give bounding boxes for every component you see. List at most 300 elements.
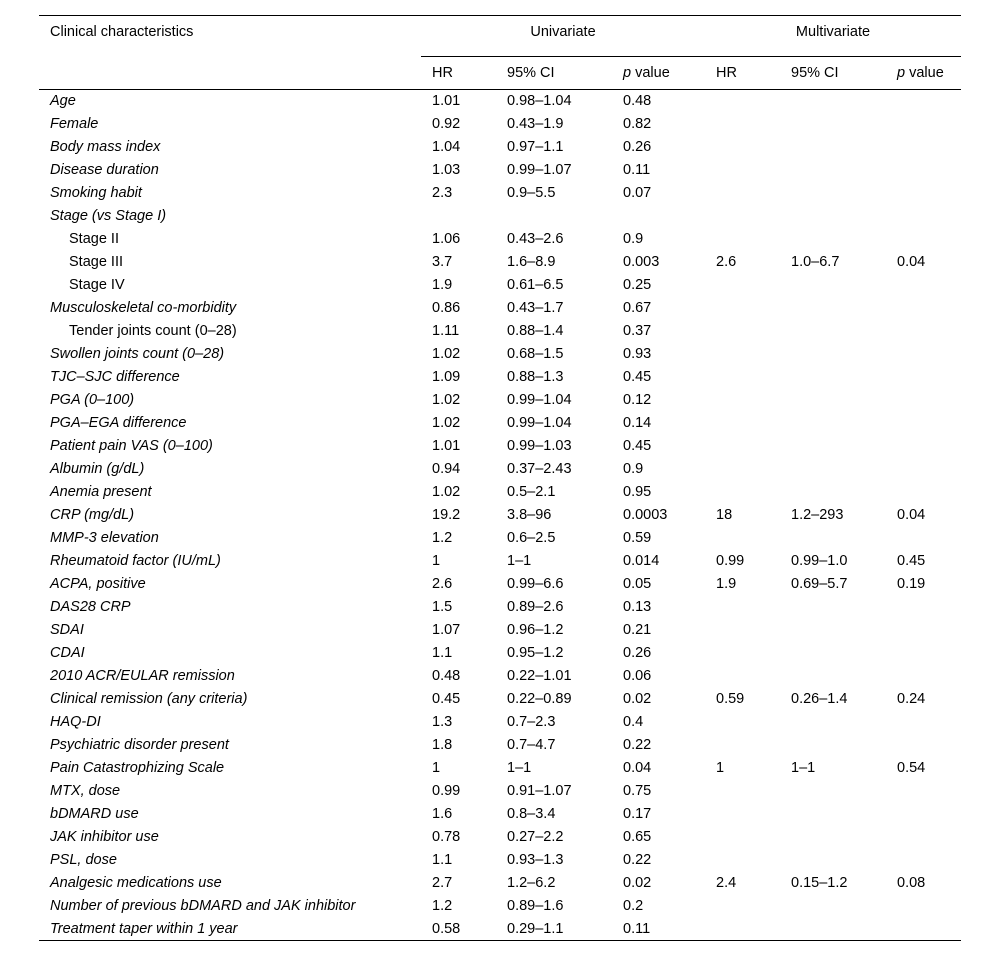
univariate-p-cell xyxy=(612,205,705,228)
multivariate-hr-cell xyxy=(705,596,780,619)
multivariate-ci-cell xyxy=(780,274,886,297)
multivariate-hr-cell: 0.99 xyxy=(716,553,745,569)
multivariate-hr-cell xyxy=(705,412,780,435)
table-row xyxy=(39,182,961,205)
univariate-ci-cell: 0.22–0.89 xyxy=(507,691,572,707)
multivariate-ci-cell xyxy=(780,90,886,113)
multivariate-p-cell xyxy=(886,895,961,918)
univariate-p-cell: 0.12 xyxy=(623,392,652,408)
univariate-hr-cell: 0.99 xyxy=(432,783,461,799)
row-label: Analgesic medications use xyxy=(50,875,222,891)
table-row xyxy=(39,895,961,918)
univariate-hr-cell: 1.8 xyxy=(432,737,453,753)
multivariate-hr-cell xyxy=(705,297,780,320)
multivariate-p-cell xyxy=(886,826,961,849)
univariate-hr-cell: 1.2 xyxy=(432,530,453,546)
univariate-hr-cell: 19.2 xyxy=(432,507,461,523)
table-row xyxy=(39,757,961,780)
univariate-p-cell: 0.9 xyxy=(623,461,644,477)
univariate-ci-cell: 0.68–1.5 xyxy=(507,346,564,362)
univariate-ci-cell: 0.95–1.2 xyxy=(507,645,564,661)
univariate-p-cell: 0.014 xyxy=(623,553,660,569)
multivariate-hr-cell xyxy=(705,90,780,113)
univariate-p-cell: 0.45 xyxy=(623,438,652,454)
table-row xyxy=(39,872,961,895)
table-row xyxy=(39,918,961,941)
univariate-p-letter: p xyxy=(623,65,632,81)
multivariate-hr-cell xyxy=(705,849,780,872)
table-row xyxy=(39,780,961,803)
univariate-ci-cell: 1.2–6.2 xyxy=(507,875,556,891)
univariate-p-cell: 0.22 xyxy=(623,737,652,753)
multivariate-hr-cell xyxy=(705,918,780,941)
table-row xyxy=(39,596,961,619)
univariate-p-cell: 0.9 xyxy=(623,231,644,247)
multivariate-p-cell xyxy=(886,343,961,366)
row-label: Smoking habit xyxy=(50,185,142,201)
table-row xyxy=(39,113,961,136)
row-label: DAS28 CRP xyxy=(50,599,131,615)
row-label: Albumin (g/dL) xyxy=(50,461,145,477)
univariate-hr-cell: 1.9 xyxy=(432,277,453,293)
multivariate-hr-cell xyxy=(705,642,780,665)
multivariate-p-cell xyxy=(886,113,961,136)
multivariate-hr-cell xyxy=(705,366,780,389)
table-row xyxy=(39,458,961,481)
multivariate-ci-cell: 1.2–293 xyxy=(791,507,844,523)
univariate-ci-cell: 0.6–2.5 xyxy=(507,530,556,546)
multivariate-p-cell: 0.08 xyxy=(897,875,926,891)
multivariate-hr-cell xyxy=(705,274,780,297)
multivariate-ci-cell xyxy=(780,113,886,136)
multivariate-ci-cell: 0.99–1.0 xyxy=(791,553,848,569)
table-row xyxy=(39,205,961,228)
univariate-ci-cell: 0.8–3.4 xyxy=(507,806,556,822)
univariate-hr-cell xyxy=(421,205,496,228)
univariate-hr-cell: 2.7 xyxy=(432,875,453,891)
multivariate-hr-cell: 2.4 xyxy=(716,875,737,891)
univariate-hr-cell: 0.48 xyxy=(432,668,461,684)
table-row xyxy=(39,297,961,320)
multivariate-hr-cell xyxy=(705,826,780,849)
table-row xyxy=(39,228,961,251)
univariate-ci-cell: 0.97–1.1 xyxy=(507,139,564,155)
univariate-p-suffix: value xyxy=(631,65,670,81)
univariate-hr-cell: 1 xyxy=(432,553,441,569)
multivariate-p-cell xyxy=(886,136,961,159)
multivariate-hr-cell xyxy=(705,228,780,251)
univariate-p-cell: 0.11 xyxy=(623,162,651,178)
table-row xyxy=(39,550,961,573)
univariate-p-cell: 0.22 xyxy=(623,852,652,868)
univariate-ci-cell: 0.99–6.6 xyxy=(507,576,564,592)
table-row xyxy=(39,642,961,665)
univariate-p-cell: 0.17 xyxy=(623,806,652,822)
multivariate-ci-cell xyxy=(780,435,886,458)
multivariate-ci-cell: 0.69–5.7 xyxy=(791,576,848,592)
univariate-ci-cell: 0.37–2.43 xyxy=(507,461,572,477)
row-label: PGA–EGA difference xyxy=(50,415,187,431)
row-label: PGA (0–100) xyxy=(50,392,135,408)
table-row xyxy=(39,251,961,274)
multivariate-p-cell xyxy=(886,527,961,550)
multivariate-p-cell xyxy=(886,849,961,872)
univariate-ci-cell: 0.43–1.7 xyxy=(507,300,564,316)
multivariate-p-cell xyxy=(886,90,961,113)
multivariate-p-cell: 0.04 xyxy=(897,507,926,523)
univariate-hr-cell: 0.94 xyxy=(432,461,461,477)
multivariate-hr-cell xyxy=(705,113,780,136)
multivariate-p-cell xyxy=(886,665,961,688)
hazard-ratio-table xyxy=(39,15,961,941)
multivariate-p-cell xyxy=(886,711,961,734)
multivariate-p-cell xyxy=(886,228,961,251)
univariate-ci-cell: 0.93–1.3 xyxy=(507,852,564,868)
row-label: Swollen joints count (0–28) xyxy=(50,346,225,362)
multivariate-ci-cell xyxy=(780,320,886,343)
row-label: SDAI xyxy=(50,622,84,638)
multivariate-p-cell xyxy=(886,274,961,297)
univariate-hr-cell: 1.11 xyxy=(432,323,460,339)
table-row xyxy=(39,320,961,343)
row-label: TJC–SJC difference xyxy=(50,369,180,385)
row-label: MMP-3 elevation xyxy=(50,530,159,546)
row-label: Disease duration xyxy=(50,162,159,178)
multivariate-ci-cell xyxy=(780,136,886,159)
univariate-p-cell: 0.4 xyxy=(623,714,644,730)
univariate-ci-cell: 0.5–2.1 xyxy=(507,484,556,500)
multivariate-p-cell xyxy=(886,596,961,619)
univariate-hr-cell: 1.5 xyxy=(432,599,453,615)
multivariate-ci-cell xyxy=(780,849,886,872)
multivariate-p-cell xyxy=(886,297,961,320)
table-row xyxy=(39,665,961,688)
univariate-p-cell: 0.13 xyxy=(623,599,652,615)
table-row xyxy=(39,734,961,757)
row-label: Anemia present xyxy=(50,484,152,500)
row-label: Musculoskeletal co-morbidity xyxy=(50,300,237,316)
row-label: Female xyxy=(50,116,99,132)
univariate-ci-cell: 0.96–1.2 xyxy=(507,622,564,638)
univariate-p-cell: 0.95 xyxy=(623,484,652,500)
multivariate-ci-cell xyxy=(780,458,886,481)
univariate-p-cell: 0.26 xyxy=(623,645,652,661)
multivariate-hr-cell xyxy=(705,136,780,159)
univariate-ci-cell: 0.89–2.6 xyxy=(507,599,564,615)
row-label: Stage IV xyxy=(69,277,125,293)
row-label: HAQ-DI xyxy=(50,714,101,730)
univariate-ci-cell: 0.9–5.5 xyxy=(507,185,556,201)
multivariate-hr-cell xyxy=(705,619,780,642)
univariate-hr-cell: 1 xyxy=(432,760,441,776)
multivariate-ci-cell xyxy=(780,918,886,941)
univariate-ci-cell: 0.29–1.1 xyxy=(507,920,564,937)
characteristics-header: Clinical characteristics xyxy=(50,24,194,40)
multivariate-p-cell: 0.45 xyxy=(897,553,926,569)
multivariate-p-cell xyxy=(886,412,961,435)
table-row xyxy=(39,504,961,527)
multivariate-hr-cell xyxy=(705,734,780,757)
table-row xyxy=(39,481,961,504)
multivariate-ci-cell: 1–1 xyxy=(791,760,816,776)
row-label: CDAI xyxy=(50,645,85,661)
row-label: PSL, dose xyxy=(50,852,117,868)
univariate-ci-cell: 0.89–1.6 xyxy=(507,898,564,914)
univariate-hr-cell: 2.6 xyxy=(432,576,453,592)
multivariate-ci-cell xyxy=(780,642,886,665)
multivariate-hr-cell xyxy=(705,389,780,412)
multivariate-ci-cell xyxy=(780,366,886,389)
univariate-hr-cell: 1.01 xyxy=(432,93,461,110)
table-row xyxy=(39,274,961,297)
multivariate-ci-cell xyxy=(780,389,886,412)
univariate-ci-cell: 0.7–4.7 xyxy=(507,737,556,753)
univariate-hr-cell: 1.1 xyxy=(432,645,453,661)
univariate-hr-cell: 3.7 xyxy=(432,254,453,270)
univariate-hr-cell: 1.2 xyxy=(432,898,453,914)
row-label: 2010 ACR/EULAR remission xyxy=(50,668,235,684)
multivariate-p-cell xyxy=(886,159,961,182)
row-label: ACPA, positive xyxy=(50,576,146,592)
univariate-hr-cell: 1.6 xyxy=(432,806,453,822)
multivariate-ci-cell xyxy=(780,596,886,619)
univariate-p-cell: 0.02 xyxy=(623,875,652,891)
univariate-p-cell: 0.45 xyxy=(623,369,652,385)
multivariate-hr-cell: 2.6 xyxy=(716,254,737,270)
row-label: Number of previous bDMARD and JAK inhibitor xyxy=(50,898,356,914)
table-row xyxy=(39,159,961,182)
row-label: Psychiatric disorder present xyxy=(50,737,229,753)
row-label: bDMARD use xyxy=(50,806,139,822)
univariate-hr-cell: 1.1 xyxy=(432,852,453,868)
multivariate-hr-header: HR xyxy=(716,65,737,81)
multivariate-ci-cell: 0.26–1.4 xyxy=(791,691,848,707)
univariate-p-header xyxy=(612,57,705,90)
row-label: Clinical remission (any criteria) xyxy=(50,691,248,707)
multivariate-p-cell xyxy=(886,780,961,803)
multivariate-p-cell xyxy=(886,366,961,389)
table-body xyxy=(39,90,961,941)
table-row xyxy=(39,619,961,642)
univariate-hr-cell: 1.07 xyxy=(432,622,461,638)
univariate-p-cell: 0.67 xyxy=(623,300,652,316)
univariate-ci-cell: 0.27–2.2 xyxy=(507,829,564,845)
univariate-ci-cell: 0.99–1.04 xyxy=(507,415,572,431)
univariate-ci-header: 95% CI xyxy=(507,65,555,81)
multivariate-ci-cell xyxy=(780,803,886,826)
univariate-hr-cell: 1.06 xyxy=(432,231,461,247)
multivariate-hr-cell xyxy=(705,780,780,803)
univariate-p-cell: 0.06 xyxy=(623,668,652,684)
table-row xyxy=(39,688,961,711)
univariate-p-cell: 0.93 xyxy=(623,346,652,362)
multivariate-p-cell xyxy=(886,320,961,343)
multivariate-ci-cell xyxy=(780,895,886,918)
univariate-p-cell: 0.65 xyxy=(623,829,652,845)
multivariate-ci-cell xyxy=(780,734,886,757)
univariate-hr-cell: 2.3 xyxy=(432,185,453,201)
multivariate-ci-cell: 1.0–6.7 xyxy=(791,254,840,270)
univariate-hr-cell: 1.03 xyxy=(432,162,461,178)
univariate-ci-cell: 1–1 xyxy=(507,760,532,776)
row-label: JAK inhibitor use xyxy=(50,829,159,845)
row-label: Age xyxy=(50,93,76,110)
row-label: CRP (mg/dL) xyxy=(50,507,135,523)
multivariate-hr-cell xyxy=(705,343,780,366)
univariate-hr-cell: 1.01 xyxy=(432,438,461,454)
univariate-hr-cell: 1.02 xyxy=(432,392,461,408)
table-row xyxy=(39,389,961,412)
header-spacer xyxy=(39,57,421,90)
univariate-ci-cell: 1–1 xyxy=(507,553,532,569)
univariate-hr-cell: 0.86 xyxy=(432,300,461,316)
multivariate-p-cell xyxy=(886,481,961,504)
multivariate-hr-cell xyxy=(705,205,780,228)
univariate-hr-cell: 0.45 xyxy=(432,691,461,707)
univariate-ci-cell: 0.98–1.04 xyxy=(507,93,572,110)
multivariate-p-cell xyxy=(886,734,961,757)
multivariate-p-cell xyxy=(886,619,961,642)
univariate-p-cell: 0.0003 xyxy=(623,507,668,523)
multivariate-ci-cell xyxy=(780,205,886,228)
table-row xyxy=(39,343,961,366)
univariate-p-cell: 0.2 xyxy=(623,898,644,914)
univariate-header: Univariate xyxy=(421,16,705,57)
table-row xyxy=(39,136,961,159)
univariate-ci-cell: 0.61–6.5 xyxy=(507,277,564,293)
table-row xyxy=(39,573,961,596)
univariate-p-cell: 0.25 xyxy=(623,277,652,293)
univariate-ci-cell: 0.22–1.01 xyxy=(507,668,572,684)
univariate-ci-cell: 1.6–8.9 xyxy=(507,254,556,270)
table-row xyxy=(39,412,961,435)
multivariate-hr-cell xyxy=(705,803,780,826)
univariate-ci-cell: 0.88–1.3 xyxy=(507,369,564,385)
multivariate-p-cell: 0.04 xyxy=(897,254,926,270)
table-row xyxy=(39,435,961,458)
univariate-hr-cell: 0.92 xyxy=(432,116,461,132)
multivariate-ci-cell xyxy=(780,665,886,688)
multivariate-ci-header: 95% CI xyxy=(791,65,839,81)
multivariate-hr-cell: 1 xyxy=(716,760,725,776)
multivariate-p-cell xyxy=(886,205,961,228)
univariate-hr-cell: 0.58 xyxy=(432,920,461,937)
row-label: Stage (vs Stage I) xyxy=(50,208,167,224)
multivariate-ci-cell xyxy=(780,182,886,205)
multivariate-ci-cell xyxy=(780,619,886,642)
multivariate-hr-cell xyxy=(705,895,780,918)
multivariate-p-letter: p xyxy=(897,65,906,81)
row-label: Treatment taper within 1 year xyxy=(50,920,238,937)
univariate-p-cell: 0.48 xyxy=(623,93,652,110)
table-row xyxy=(39,711,961,734)
univariate-p-cell: 0.75 xyxy=(623,783,652,799)
univariate-p-cell: 0.14 xyxy=(623,415,652,431)
multivariate-ci-cell xyxy=(780,527,886,550)
univariate-p-cell: 0.26 xyxy=(623,139,652,155)
univariate-ci-cell: 0.99–1.07 xyxy=(507,162,572,178)
table-row xyxy=(39,366,961,389)
multivariate-ci-cell xyxy=(780,780,886,803)
univariate-p-cell: 0.04 xyxy=(623,760,652,776)
multivariate-hr-cell xyxy=(705,320,780,343)
univariate-p-cell: 0.82 xyxy=(623,116,652,132)
multivariate-ci-cell xyxy=(780,297,886,320)
multivariate-p-cell xyxy=(886,642,961,665)
multivariate-p-cell xyxy=(886,458,961,481)
multivariate-hr-cell xyxy=(705,182,780,205)
table-row xyxy=(39,826,961,849)
univariate-p-cell: 0.37 xyxy=(623,323,652,339)
multivariate-p-cell xyxy=(886,182,961,205)
univariate-p-cell: 0.02 xyxy=(623,691,652,707)
multivariate-header: Multivariate xyxy=(705,16,961,57)
univariate-hr-cell: 1.04 xyxy=(432,139,461,155)
row-label: Stage II xyxy=(69,231,119,247)
multivariate-hr-cell xyxy=(705,435,780,458)
table-row xyxy=(39,803,961,826)
univariate-ci-cell xyxy=(496,205,612,228)
multivariate-p-header xyxy=(886,57,961,90)
multivariate-hr-cell xyxy=(705,481,780,504)
row-label: MTX, dose xyxy=(50,783,121,799)
univariate-hr-cell: 1.02 xyxy=(432,415,461,431)
univariate-p-cell: 0.05 xyxy=(623,576,652,592)
multivariate-hr-cell xyxy=(705,665,780,688)
multivariate-ci-cell xyxy=(780,711,886,734)
univariate-hr-cell: 1.09 xyxy=(432,369,461,385)
multivariate-hr-cell: 1.9 xyxy=(716,576,737,592)
univariate-p-cell: 0.11 xyxy=(623,920,651,937)
multivariate-p-cell xyxy=(886,803,961,826)
multivariate-hr-cell: 18 xyxy=(716,507,733,523)
row-label: Pain Catastrophizing Scale xyxy=(50,760,225,776)
multivariate-hr-cell xyxy=(705,711,780,734)
table-row xyxy=(39,90,961,113)
table-row xyxy=(39,527,961,550)
row-label: Stage III xyxy=(69,254,124,270)
multivariate-p-cell: 0.24 xyxy=(897,691,926,707)
univariate-hr-cell: 0.78 xyxy=(432,829,461,845)
univariate-p-cell: 0.21 xyxy=(623,622,652,638)
row-label: Tender joints count (0–28) xyxy=(69,323,237,339)
univariate-hr-cell: 1.02 xyxy=(432,484,461,500)
univariate-ci-cell: 0.91–1.07 xyxy=(507,783,572,799)
multivariate-ci-cell xyxy=(780,481,886,504)
multivariate-p-cell xyxy=(886,389,961,412)
multivariate-hr-cell: 0.59 xyxy=(716,691,745,707)
multivariate-ci-cell xyxy=(780,343,886,366)
multivariate-hr-cell xyxy=(705,458,780,481)
univariate-ci-cell: 3.8–96 xyxy=(507,507,552,523)
univariate-ci-cell: 0.7–2.3 xyxy=(507,714,556,730)
row-label: Rheumatoid factor (IU/mL) xyxy=(50,553,221,569)
multivariate-hr-cell xyxy=(705,159,780,182)
multivariate-ci-cell xyxy=(780,826,886,849)
multivariate-p-cell xyxy=(886,435,961,458)
univariate-ci-cell: 0.88–1.4 xyxy=(507,323,564,339)
multivariate-hr-cell xyxy=(705,527,780,550)
univariate-ci-cell: 0.99–1.03 xyxy=(507,438,572,454)
univariate-p-cell: 0.07 xyxy=(623,185,652,201)
multivariate-p-cell: 0.54 xyxy=(897,760,926,776)
univariate-ci-cell: 0.99–1.04 xyxy=(507,392,572,408)
row-label: Patient pain VAS (0–100) xyxy=(50,438,213,454)
univariate-hr-header: HR xyxy=(432,65,453,81)
univariate-ci-cell: 0.43–2.6 xyxy=(507,231,564,247)
multivariate-ci-cell xyxy=(780,159,886,182)
univariate-hr-cell: 1.02 xyxy=(432,346,461,362)
